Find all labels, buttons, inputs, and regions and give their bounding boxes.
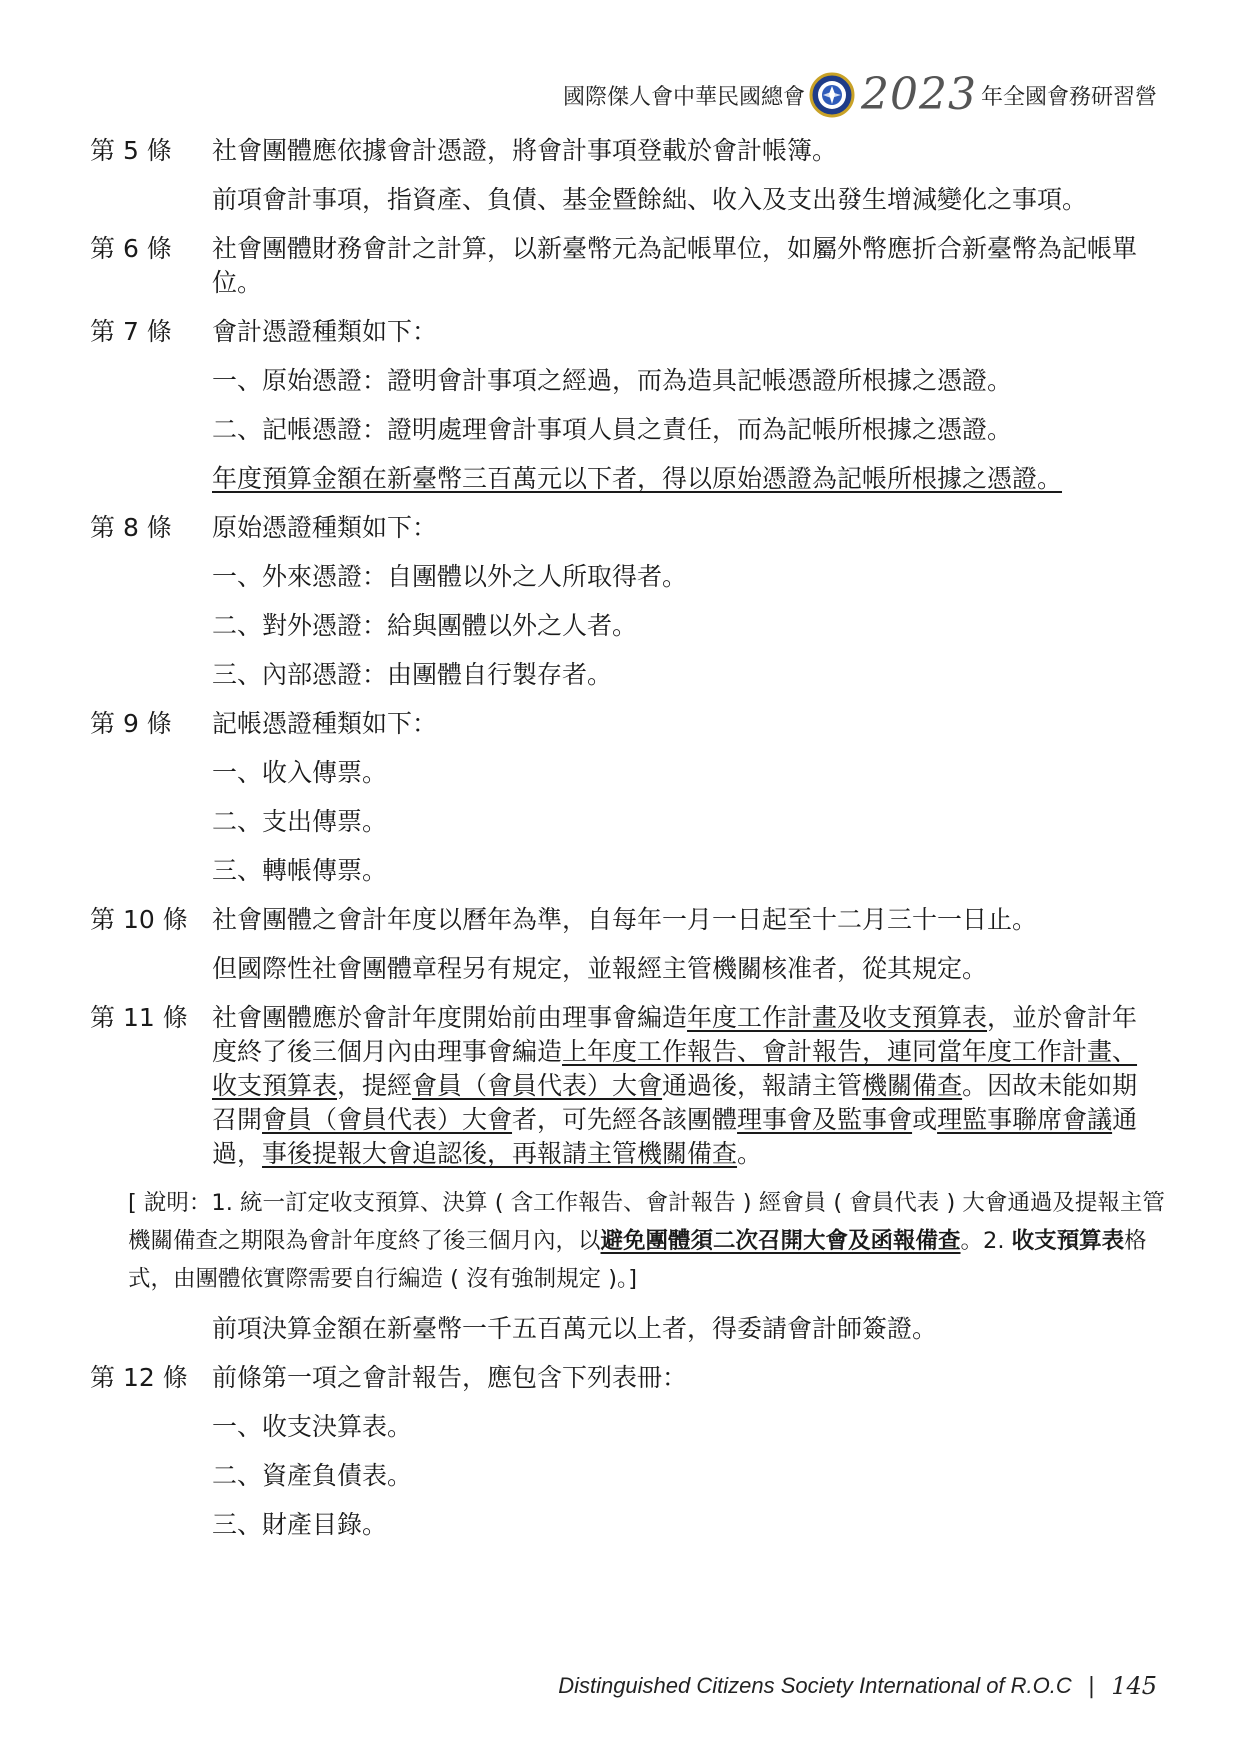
article-9 (90, 707, 1160, 888)
underlined-segment: 年度工作計畫及收支預算表 (687, 1003, 988, 1032)
amendment-underlined: 年度預算金額在新臺幣三百萬元以下者，得以原始憑證為記帳所根據之憑證。 (212, 464, 1063, 493)
header-org: 國際傑人會中華民國總會 (562, 84, 805, 110)
article-label: 第 5 條 (90, 136, 172, 165)
article-paragraph: 記帳憑證種類如下： (212, 709, 438, 738)
article-12 (90, 1361, 1160, 1542)
article-paragraph: 社會團體應依據會計憑證，將會計事項登載於會計帳簿。 (212, 136, 838, 165)
article-label: 第 10 條 (90, 905, 188, 934)
note-text: 。2. (960, 1228, 1012, 1254)
list-item: 三、內部憑證：由團體自行製存者。 (212, 660, 613, 689)
header-event: 年全國會務研習營 (980, 84, 1157, 110)
underlined-segment: 會員（會員代表）大會 (262, 1105, 513, 1134)
text-segment: 或 (912, 1105, 938, 1134)
list-item: 二、對外憑證：給與團體以外之人者。 (212, 611, 638, 640)
article-5 (90, 134, 1160, 217)
article-label: 第 12 條 (90, 1363, 188, 1392)
article-paragraph: 前條第一項之會計報告，應包含下列表冊： (212, 1363, 688, 1392)
header-year: 2023 (861, 69, 977, 120)
text-segment: 。 (737, 1139, 763, 1168)
list-item: 三、財產目錄。 (212, 1510, 388, 1539)
underlined-segment: 理監事聯席會議 (937, 1105, 1113, 1134)
article-paragraph: 社會團體財務會計之計算，以新臺幣元為記帳單位，如屬外幣應折合新臺幣為記帳單位。 (212, 234, 1138, 297)
page-number: 145 (1111, 1672, 1157, 1700)
note-bold: 收支預算表 (1011, 1228, 1125, 1254)
article-paragraph: 但國際性社會團體章程另有規定，並報經主管機關核准者，從其規定。 (212, 954, 988, 983)
dcsi-logo-icon (809, 72, 855, 118)
article-label: 第 7 條 (90, 317, 172, 346)
text-segment: 通過， (212, 1105, 1138, 1168)
article-paragraph: 會計憑證種類如下： (212, 317, 438, 346)
list-item: 一、外來憑證：自團體以外之人所取得者。 (212, 562, 688, 591)
page-header (562, 69, 1157, 120)
underlined-segment: 理事會及監事會 (737, 1105, 913, 1134)
article-11-continuation: 前項決算金額在新臺幣一千五百萬元以上者，得委請會計師簽證。 (212, 1314, 938, 1343)
underlined-segment: 會員（會員代表）大會 (412, 1071, 663, 1100)
list-item: 二、支出傳票。 (212, 807, 388, 836)
article-label: 第 11 條 (90, 1003, 188, 1032)
page-footer (558, 1672, 1157, 1700)
list-item: 一、收支決算表。 (212, 1412, 413, 1441)
list-item: 二、記帳憑證：證明處理會計事項人員之責任，而為記帳所根據之憑證。 (212, 415, 1013, 444)
text-segment: 。因故未能如期召開 (212, 1071, 1138, 1134)
article-10 (90, 903, 1160, 986)
note-text: 格式，由團體依實際需要自行編造 ( 沒有強制規定 )。] (128, 1228, 1147, 1292)
text-segment: 通過後，報請主管 (662, 1071, 863, 1100)
article-paragraph: 原始憑證種類如下： (212, 513, 438, 542)
article-paragraph: 社會團體之會計年度以曆年為準，自每年一月一日起至十二月三十一日止。 (212, 905, 1038, 934)
article-8 (90, 511, 1160, 692)
underlined-segment: 機關備查 (862, 1071, 963, 1100)
explanatory-note (128, 1184, 1168, 1298)
footer-org-name: Distinguished Citizens Society International of R.O.C (558, 1673, 1072, 1698)
list-item: 一、收入傳票。 (212, 758, 388, 787)
text-segment: ，提經 (337, 1071, 413, 1100)
underlined-segment: 事後提報大會追認後，再報請主管機關備查 (262, 1139, 738, 1168)
article-label: 第 9 條 (90, 709, 172, 738)
article-7 (90, 315, 1160, 496)
text-segment: 社會團體應於會計年度開始前由理事會編造 (212, 1003, 688, 1032)
note-emphasis: 避免團體須二次召開大會及函報備查 (600, 1228, 961, 1254)
regulation-body (90, 134, 1165, 1557)
article-label: 第 8 條 (90, 513, 172, 542)
article-paragraph: 前項會計事項，指資產、負債、基金暨餘絀、收入及支出發生增減變化之事項。 (212, 185, 1088, 214)
article-6 (90, 232, 1160, 300)
underlined-segment: 上年度工作報告、會計報告，連同當年度工作計畫、收支預算表 (212, 1037, 1138, 1100)
list-item: 三、轉帳傳票。 (212, 856, 388, 885)
footer-separator: | (1087, 1673, 1096, 1699)
list-item: 一、原始憑證：證明會計事項之經過，而為造具記帳憑證所根據之憑證。 (212, 366, 1013, 395)
article-paragraph (212, 1001, 1160, 1171)
text-segment: ，並於會計年度終了後三個月內由理事會編造 (212, 1003, 1138, 1066)
list-item: 二、資產負債表。 (212, 1461, 413, 1490)
article-11 (90, 1001, 1160, 1171)
text-segment: 者，可先經各該團體 (512, 1105, 738, 1134)
article-label: 第 6 條 (90, 234, 172, 263)
note-text: [ 說明：1. 統一訂定收支預算、決算 ( 含工作報告、會計報告 ) 經會員 ( 會員代表 ) 大會通過及提報主管機關備查之期限為會計年度終了後三個月內，以 (128, 1190, 1165, 1254)
